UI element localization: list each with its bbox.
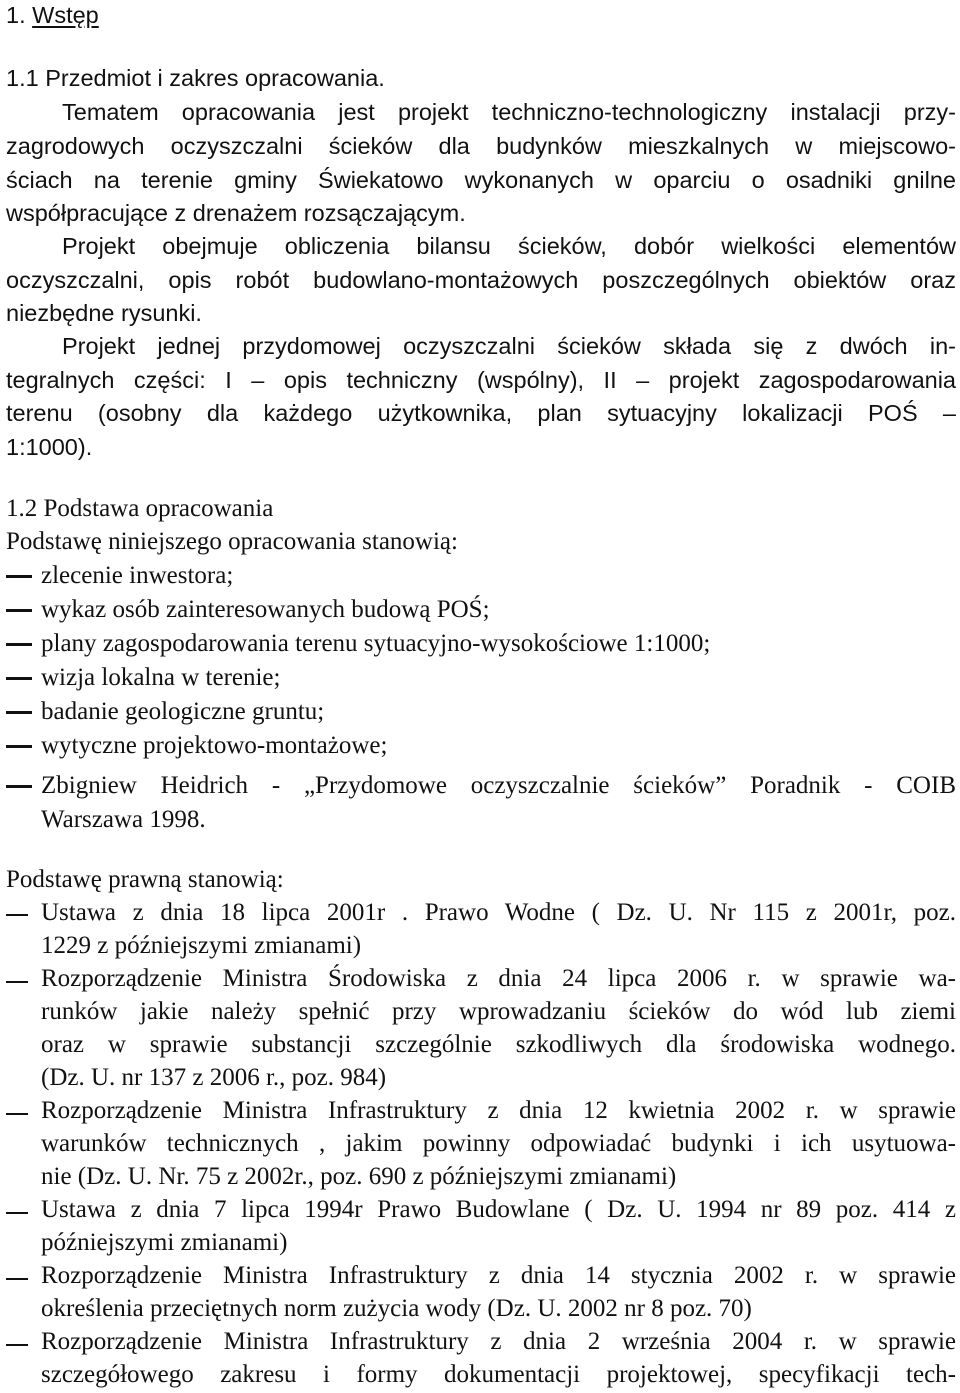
list-item-text: runków jakie należy spełnić przy wprowadzaniu ścieków do wód lub ziemi (41, 998, 956, 1025)
dash-bullet (6, 914, 28, 916)
list-item-text: Zbigniew Heidrich - „Przydomowe oczyszczalnie ścieków” Poradnik - COIB (41, 772, 956, 799)
dash-bullet (6, 711, 32, 714)
list-item-text: wytyczne projektowo-montażowe; (41, 732, 388, 759)
section-1-2-title: 1.2 Podstawa opracowania (6, 495, 274, 522)
para3-line: terenu (osobny dla każdego użytkownika, plan sytuacyjny lokalizacji POŚ – (6, 400, 956, 426)
list-item-text: Warszawa 1998. (41, 806, 206, 833)
dash-bullet (6, 1278, 28, 1280)
dash-bullet (6, 745, 32, 748)
list-item-text: Rozporządzenie Ministra Środowiska z dnia 24 lipca 2006 r. w sprawie wa- (41, 965, 956, 992)
list-item-text: wizja lokalna w terenie; (41, 664, 281, 691)
list-item-text: plany zagospodarowania terenu sytuacyjno-wysokościowe 1:1000; (41, 630, 711, 657)
chapter-heading (6, 0, 99, 30)
list-item-text: nie (Dz. U. Nr. 75 z 2002r., poz. 690 z późniejszymi zmianami) (41, 1163, 677, 1190)
chapter-title: Wstęp (32, 2, 99, 28)
para3-line: Projekt jednej przydomowej oczyszczalni ścieków składa się z dwóch in- (62, 333, 956, 359)
list-item-text: Rozporządzenie Ministra Infrastruktury z dnia 2 września 2004 r. w sprawie (41, 1328, 956, 1355)
dash-bullet (6, 1113, 28, 1115)
list-item-text: określenia przeciętnych norm zużycia wody (Dz. U. 2002 nr 8 poz. 70) (41, 1295, 752, 1322)
para2-line: Projekt obejmuje obliczenia bilansu ścieków, dobór wielkości elementów (62, 233, 956, 259)
list-item-text: wykaz osób zainteresowanych budową POŚ; (41, 596, 490, 623)
dash-bullet (6, 575, 32, 578)
para2-line: oczyszczalni, opis robót budowlano-montażowych poszczególnych obiektów oraz (6, 267, 956, 293)
list-item-text: późniejszymi zmianami) (41, 1229, 288, 1256)
list-item-text: Rozporządzenie Ministra Infrastruktury z dnia 12 kwietnia 2002 r. w sprawie (41, 1097, 956, 1124)
para1-line: ściach na terenie gminy Świekatowo wykonanych w oparciu o osadniki gnilne (6, 167, 956, 193)
list-item-text: badanie geologiczne gruntu; (41, 698, 325, 725)
para1-line: współpracujące z drenażem rozsączającym. (6, 200, 466, 226)
para1-line: zagrodowych oczyszczalni ścieków dla budynków mieszkalnych w miejscowo- (6, 133, 956, 159)
dash-bullet (6, 1212, 28, 1214)
dash-bullet (6, 677, 32, 680)
chapter-number: 1. (6, 2, 26, 28)
list-item-text: oraz w sprawie substancji szczególnie szkodliwych dla środowiska wodnego. (41, 1031, 956, 1058)
basis-intro: Podstawę niniejszego opracowania stanowią: (6, 528, 458, 555)
para2-line: niezbędne rysunki. (6, 300, 202, 326)
dash-bullet (6, 981, 28, 983)
para3-line: tegralnych części: I – opis techniczny (wspólny), II – projekt zagospodarowania (6, 367, 956, 393)
legal-basis-intro: Podstawę prawną stanowią: (6, 866, 284, 893)
list-item-text: Ustawa z dnia 7 lipca 1994r Prawo Budowlane ( Dz. U. 1994 nr 89 poz. 414 z (41, 1196, 956, 1223)
dash-bullet (6, 643, 32, 646)
dash-bullet (6, 1344, 28, 1346)
para1-line: Tematem opracowania jest projekt techniczno-technologiczny instalacji przy- (62, 99, 956, 125)
list-item-text: Rozporządzenie Ministra Infrastruktury z dnia 14 stycznia 2002 r. w sprawie (41, 1262, 956, 1289)
list-item-text: szczegółowego zakresu i formy dokumentacji projektowej, specyfikacji tech- (41, 1361, 956, 1388)
list-item-text: zlecenie inwestora; (41, 562, 234, 589)
list-item-text: warunków technicznych , jakim powinny odpowiadać budynki i ich usytuowa- (41, 1130, 956, 1157)
para3-line: 1:1000). (6, 434, 93, 460)
section-1-1-title: 1.1 Przedmiot i zakres opracowania. (6, 65, 385, 91)
list-item-text: 1229 z późniejszymi zmianami) (41, 932, 362, 959)
dash-bullet (6, 609, 32, 612)
list-item-text: Ustawa z dnia 18 lipca 2001r . Prawo Wodne ( Dz. U. Nr 115 z 2001r, poz. (41, 899, 956, 926)
list-item-text: (Dz. U. nr 137 z 2006 r., poz. 984) (41, 1064, 387, 1091)
dash-bullet (6, 785, 32, 788)
